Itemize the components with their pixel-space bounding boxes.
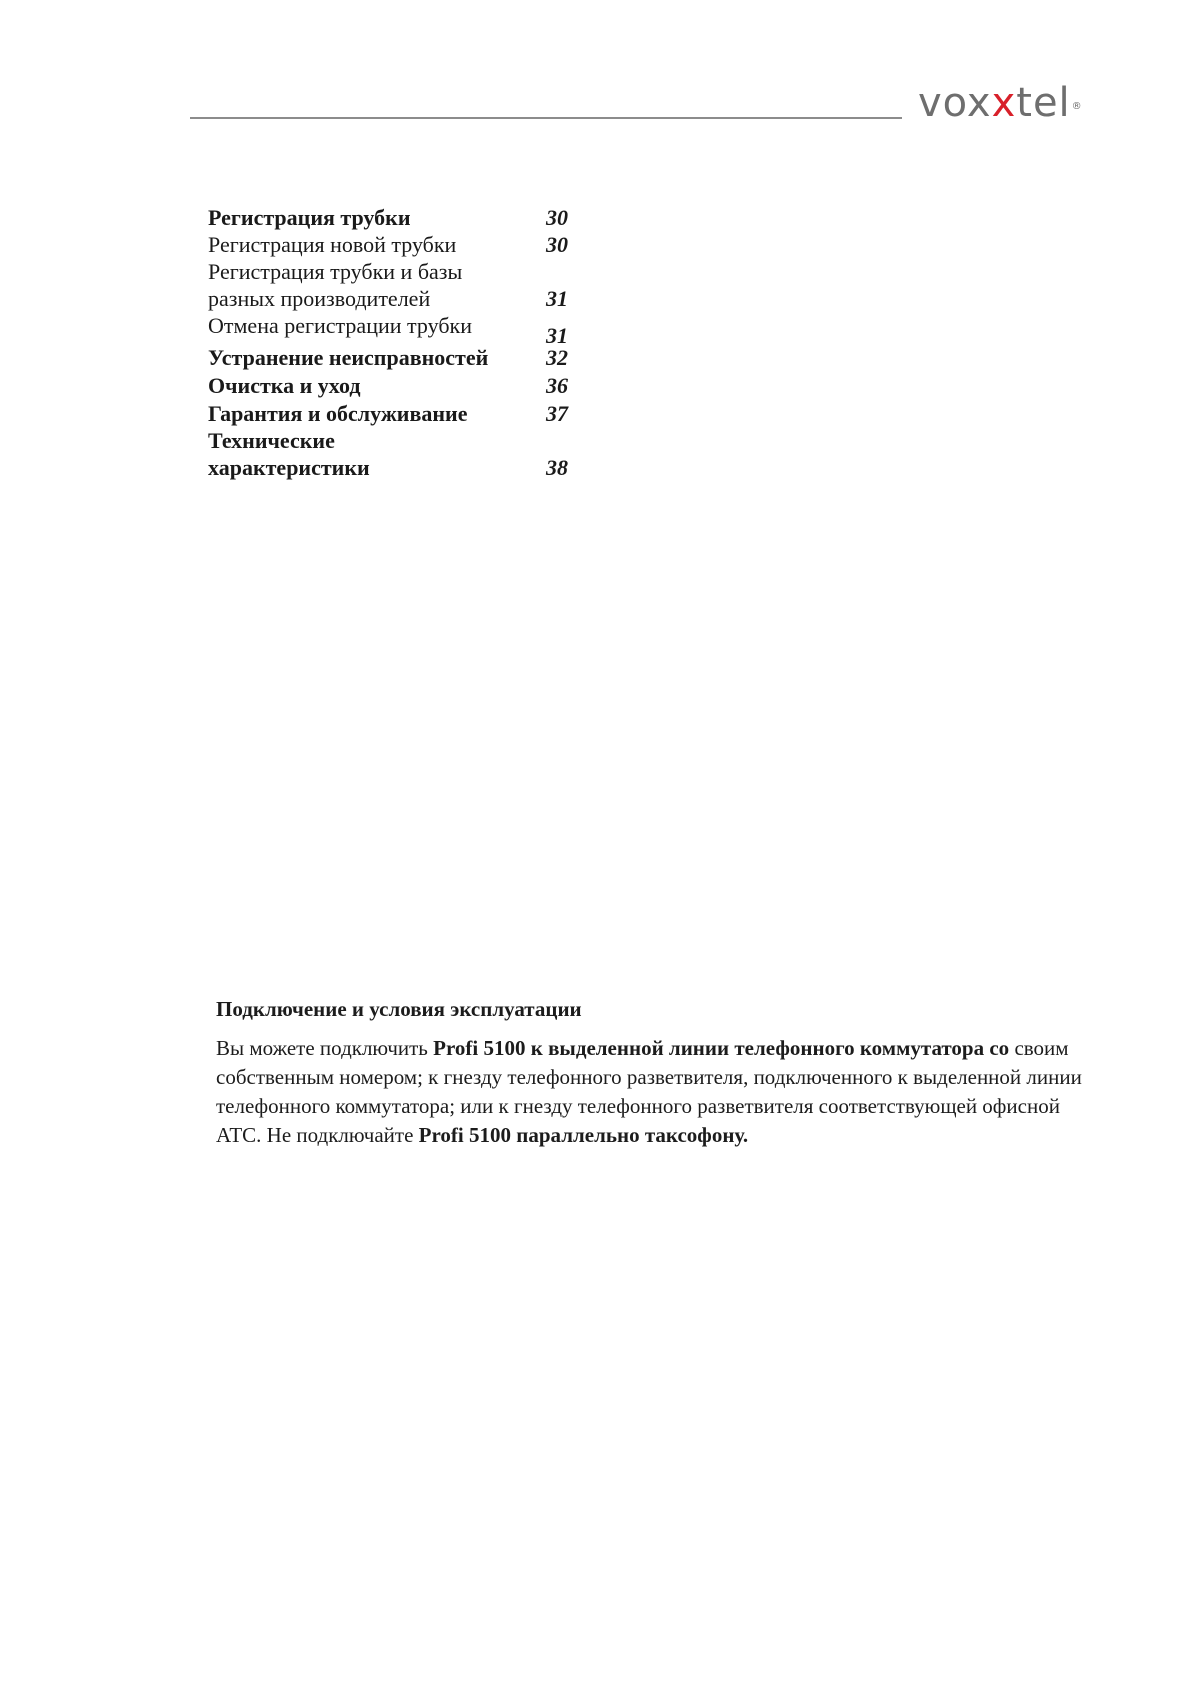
toc-entry-title: Гарантия и обслуживание — [208, 401, 468, 426]
toc-entry — [208, 454, 628, 481]
body-bold-text: Profi 5100 к выделенной линии телефонного коммутатора со — [433, 1036, 1010, 1060]
logo-accent-x: x — [991, 80, 1017, 126]
toc-entry — [208, 344, 628, 371]
toc-entry-title: Регистрация новой трубки — [208, 232, 457, 257]
toc-entry-title: Регистрация трубки — [208, 205, 411, 230]
table-of-contents — [208, 204, 628, 481]
toc-entry — [208, 204, 628, 231]
toc-entry-page: 38 — [546, 455, 568, 480]
voxtel-logo — [918, 78, 1083, 128]
logo-registered-mark: ® — [1071, 101, 1083, 112]
toc-entry-page: 31 — [546, 323, 568, 348]
toc-entry-page: 37 — [546, 401, 568, 426]
toc-entry-title: Технические — [208, 428, 335, 453]
toc-entry — [208, 427, 628, 454]
toc-entry — [208, 372, 628, 399]
toc-entry-title: характеристики — [208, 455, 370, 480]
logo-text-tel: tel — [1016, 80, 1071, 126]
toc-entry-page: 30 — [546, 205, 568, 230]
toc-entry-title: Устранение неисправностей — [208, 345, 489, 370]
toc-entry-page: 31 — [546, 286, 568, 311]
toc-entry — [208, 285, 628, 312]
section-body — [216, 1034, 1096, 1150]
connection-section — [216, 996, 1096, 1150]
toc-entry — [208, 400, 628, 427]
toc-entry — [208, 258, 628, 285]
body-bold-text: Profi 5100 параллельно таксофону. — [418, 1123, 749, 1147]
toc-entry — [208, 312, 628, 348]
logo-text-vox: vox — [918, 80, 992, 126]
toc-entry-page: 30 — [546, 232, 568, 257]
toc-entry-title: разных производителей — [208, 286, 431, 311]
toc-entry-page: 32 — [546, 345, 568, 370]
toc-entry-page: 36 — [546, 373, 568, 398]
header-rule — [190, 117, 902, 119]
toc-entry — [208, 231, 628, 258]
toc-entry-title: Очистка и уход — [208, 373, 361, 398]
toc-entry-title: Регистрация трубки и базы — [208, 259, 463, 284]
body-text: Вы можете подключить — [216, 1036, 434, 1060]
body-text: своим собственным номером; к гнезду телефонного разветвителя, подключенного к выделенной линии телефонного коммутатора; или к гнезду телефонного разветвителя соответствующей офисной АТС. Не подключайте — [216, 1036, 1082, 1147]
toc-entry-title: Отмена регистрации трубки — [208, 313, 472, 338]
section-heading: Подключение и условия эксплуатации — [216, 997, 582, 1021]
